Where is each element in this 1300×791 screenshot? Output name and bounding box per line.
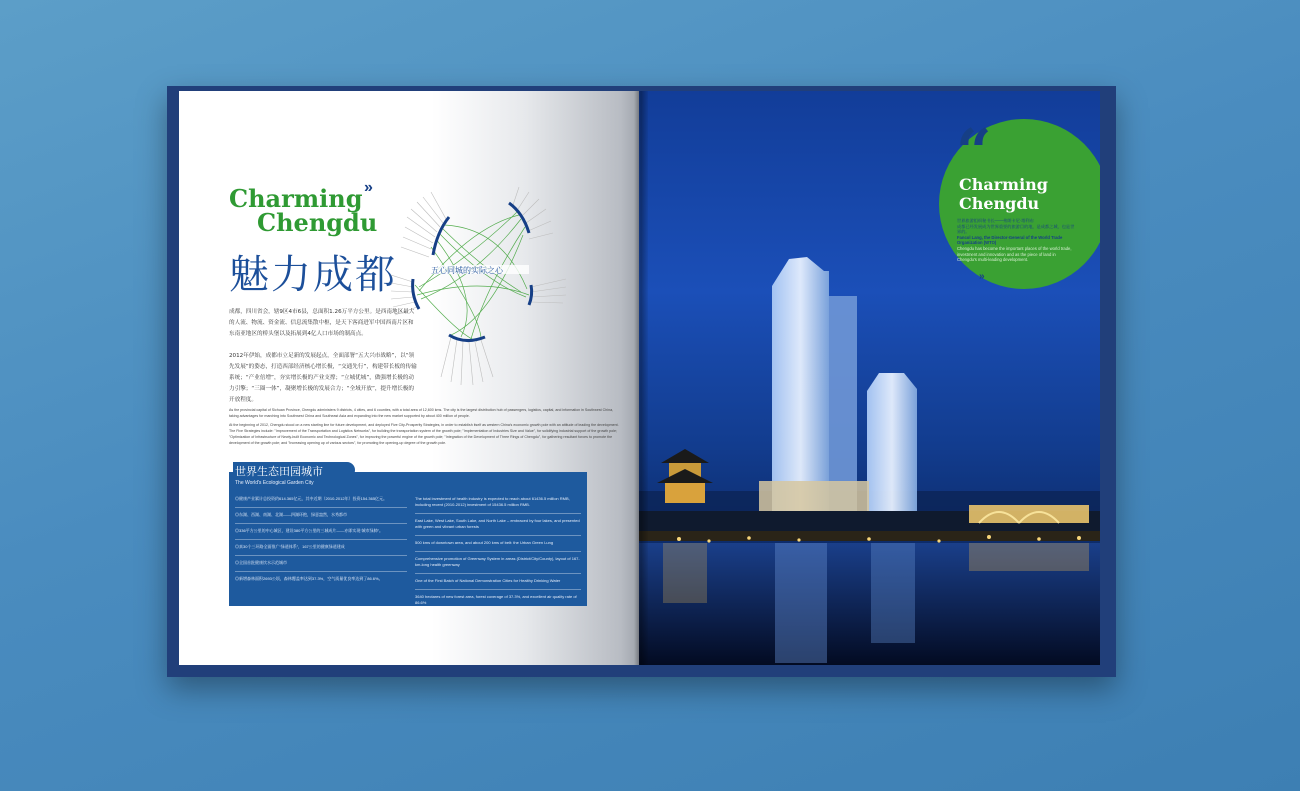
list-item: ◎东湖、西湖、南湖、北湖——四湖环抱，绿意盎然，水秀都市 xyxy=(235,508,407,524)
list-item: Comprehensive promotion of Greenway System in areas (District/City/County), layout of 167-km-long health greenway xyxy=(415,552,581,574)
title-chinese: 魅力成都 xyxy=(229,252,397,298)
eco-list-cn xyxy=(235,492,407,587)
list-item: The total investment of health industry is expected to reach about 61436.5 million RMB, including recent (2010-2012) investment of 15436.5 million RMB. xyxy=(415,492,581,514)
list-item: ◎全国首批健康饮水示范城市 xyxy=(235,556,407,572)
eco-title-en: The World's Ecological Garden City xyxy=(235,480,314,486)
eco-list-en xyxy=(415,492,581,611)
list-item: 3640 hectares of new forest area, forest coverage of 37.3%, and excellent air quality rate of 86.6% xyxy=(415,594,577,605)
diagram-label: 五心同城的实际之心 xyxy=(431,266,503,275)
eco-city-panel xyxy=(229,472,587,606)
left-page xyxy=(179,91,639,665)
list-item: East Lake, West Lake, South Lake, and North Lake – embraced by four lakes, and presented with green and vibrant urban forests xyxy=(415,514,581,536)
title-charming: Charming xyxy=(229,184,363,213)
quote-text xyxy=(957,218,1075,263)
circle-title-line-2: Chengdu xyxy=(959,194,1040,213)
quote-body-cn: 成都已经发展成为世界重要的旅游目的地，是成都之城，也是世界的。 xyxy=(957,223,1075,235)
eco-title-cn: 世界生态田园城市 xyxy=(235,465,323,478)
quote-author-en: Fancol Lang, the Director-General of the World Trade Organization (WTO) xyxy=(957,234,1063,246)
list-item: ◎新增森林面积2693公顷，森林覆盖率达到37.3%，空气质量优良率达到了86.6%。 xyxy=(235,576,383,581)
circle-title xyxy=(959,175,1048,213)
quote-author-cn: 世界旅游组织秘书长——弗朗卡尼·塔利布 xyxy=(957,218,1034,223)
intro-paragraph-cn-1: 成都，四川省会，辖9区4市6县，总面积1.26万平方公里。是西南地区最大的人流、物流、资金流、信息流集散中枢，是天下客商进军中国西南片区和东南亚地区的桥头堡以及拓展到4亿人口市场的制高点。 xyxy=(229,309,415,337)
right-page xyxy=(639,91,1100,665)
list-item: One of the First Batch of National Demonstration Cities for Healthy Drinking Water xyxy=(415,574,581,590)
list-item: ◎健康产业累计总投资约614.365亿元，其中近期（2010-2012年）投资154.365亿元。 xyxy=(235,492,407,508)
quote-mark: “ xyxy=(956,115,992,188)
circle-title-line-1: Charming xyxy=(959,175,1048,194)
title-chengdu: Chengdu xyxy=(257,208,378,237)
quote-body-en: Chengdu has become the important places of the world trade, investment and innovation and as the piece of land in Chengdu's multi-leading development. xyxy=(957,245,1072,263)
chevron-right-icon: » xyxy=(364,179,373,196)
list-item: 500 kms of downtown area, and about 200 kms of belt: the Urban Green Lung xyxy=(415,536,581,552)
intro-paragraph-en-2: At the beginning of 2012, Chengdu stood on a new starting line for future development, and deployed Five City-Prosperity Strategies, in order to establish itself as western China's economic growth pole with an attitude of leading the development. The Five Strategies include: "Improvement of the Transportation and Logistics Networks", for building the transportation system of the growth pole; "Implementation of Industries Size and Value", for solidifying industrial support of the growth pole; "Optimization of Infrastructure of Newly-built Economic and Technological Zones", for improving the powerful engine of the growth pole; "Integration of the Development of Three Rings of Chengdu", for gathering resultant forces to promote the development of the growth pole; and "Increasing opening up of various sectors", for promoting the opening-up degree of the growth pole. xyxy=(229,423,619,445)
intro-paragraph-cn-2: 2012年伊始，成都市立足新的发展起点，全面部署“五大兴市战略”，以“领先发展”的姿态，打造西部经济核心增长极，“交通先行”，构建带长板的传输系统；“产业倍增”，夯实增长极的产业支撑；“立城优城”，做强增长极的动力引擎；“三圈一体”，凝聚增长极的发展合力；“全域开放”，提升增长极的开放程度。 xyxy=(229,353,417,403)
list-item: ◎336平方公里的中心城区，建设380平方公里的三城成片——亦即实现“城市绿肺”。 xyxy=(235,524,407,540)
spine-shadow xyxy=(634,91,648,665)
chevron-right-icon: » xyxy=(979,271,985,282)
intro-paragraph-en-1: As the provincial capital of Sichuan Province, Chengdu administers 9 districts, 4 cities, and 6 counties, with a total area of 12,600 kms. The city is the largest distribution hub of passengers, logistics, capital, and information in Southwest China, taking advantages for marching into Southwest China and Southeast Asia and expanding into the new market supported by about 400 million of people. xyxy=(229,408,614,418)
list-item: ◎真30个三环路全面推广“绿道体系”，167公里的健康绿道建成 xyxy=(235,540,407,556)
